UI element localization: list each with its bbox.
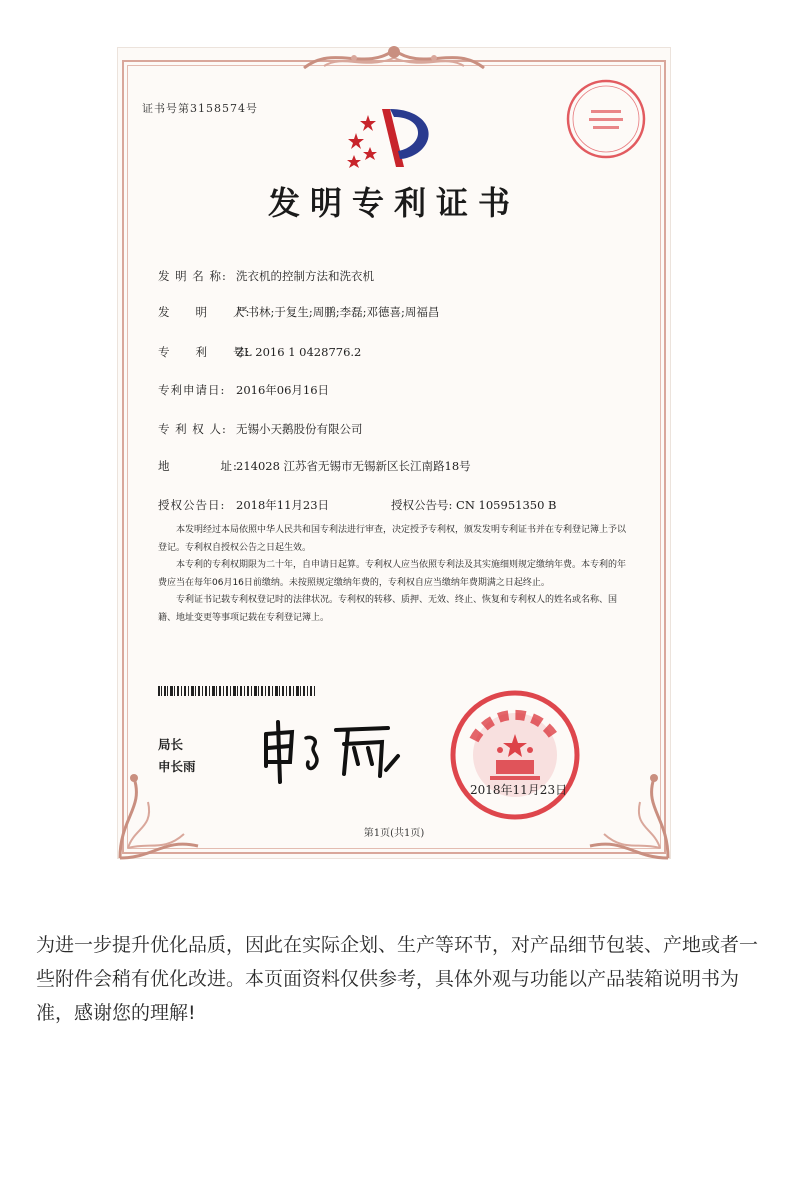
certificate-title: 发明专利证书: [267, 184, 520, 222]
field-label: 授权公告号:: [391, 498, 453, 512]
field-label: 发 明 名 称:: [158, 269, 227, 283]
field-patentee: [158, 421, 363, 437]
page-number: 第1页(共1页): [363, 828, 425, 839]
body-paragraph: 本专利的专利权期限为二十年，自申请日起算。专利权人应当依照专利法及其实施细则规定缴纳年费。本专利的年费应当在每年06月16日前缴纳。未按照规定缴纳年费的，专利权自应当缴纳年费期满之日起终止。: [158, 560, 627, 588]
seal-date: 2018年11月23日: [470, 783, 568, 797]
body-paragraph: 专利证书记载专利权登记时的法律状况。专利权的转移、质押、无效、终止、恢复和专利权人的姓名或名称、国籍、地址变更等事项记载在专利登记簿上。: [158, 595, 618, 623]
field-address: [158, 458, 471, 474]
field-label: 专 利 权 人:: [158, 422, 227, 436]
field-value: 无锡小天鹅股份有限公司: [236, 422, 363, 436]
field-value: 214028 江苏省无锡市无锡新区长江南路18号: [236, 459, 471, 473]
field-value: ZL 2016 1 0428776.2: [236, 345, 362, 359]
field-publication-number: [391, 497, 557, 513]
top-ornament-icon: [294, 40, 494, 76]
field-value: 2016年06月16日: [236, 383, 330, 397]
field-value: 严书林;于复生;周鹏;李磊;邓德喜;周福昌: [236, 305, 440, 319]
field-label: 专利申请日:: [158, 383, 226, 397]
field-application-date: [158, 382, 329, 398]
field-label: 地 址:: [158, 459, 238, 473]
field-invention-name: [158, 268, 374, 284]
certificate-body-text: [158, 522, 630, 627]
field-label: 发 明 人:: [158, 305, 251, 319]
barcode-icon: [158, 686, 318, 696]
signatory-block: [158, 734, 196, 778]
tax-stamp-seal-icon: [563, 76, 649, 162]
bottom-right-ornament-icon: [584, 768, 674, 864]
field-patent-number: [158, 344, 361, 360]
office-seal-icon: [448, 688, 582, 822]
patent-certificate: [118, 48, 670, 858]
body-paragraph: 本发明经过本局依照中华人民共和国专利法进行审查，决定授予专利权，颁发发明专利证书并在专利登记簿上予以登记。专利权自授权公告之日起生效。: [158, 525, 627, 553]
field-value: CN 105951350 B: [456, 498, 557, 512]
field-inventors: [158, 304, 439, 320]
field-label: 授权公告日:: [158, 498, 226, 512]
patent-office-emblem-icon: [342, 103, 442, 173]
signatory-title: 局长: [158, 737, 184, 752]
signatory-name: 申长雨: [158, 759, 196, 774]
disclaimer-notice: 为进一步提升优化品质，因此在实际企划、生产等环节，对产品细节包装、产地或者一些附件会稍有优化改进。本页面资料仅供参考，具体外观与功能以产品装箱说明书为准，感谢您的理解!: [36, 934, 759, 1024]
field-value: 2018年11月23日: [236, 498, 330, 512]
field-grant-date: [158, 497, 329, 513]
field-label: 专 利 号:: [158, 345, 251, 359]
handwritten-signature-icon: [258, 716, 408, 786]
certificate-serial-number: 证书号第3158574号: [142, 102, 258, 115]
field-value: 洗衣机的控制方法和洗衣机: [236, 269, 374, 283]
bottom-left-ornament-icon: [114, 768, 204, 864]
